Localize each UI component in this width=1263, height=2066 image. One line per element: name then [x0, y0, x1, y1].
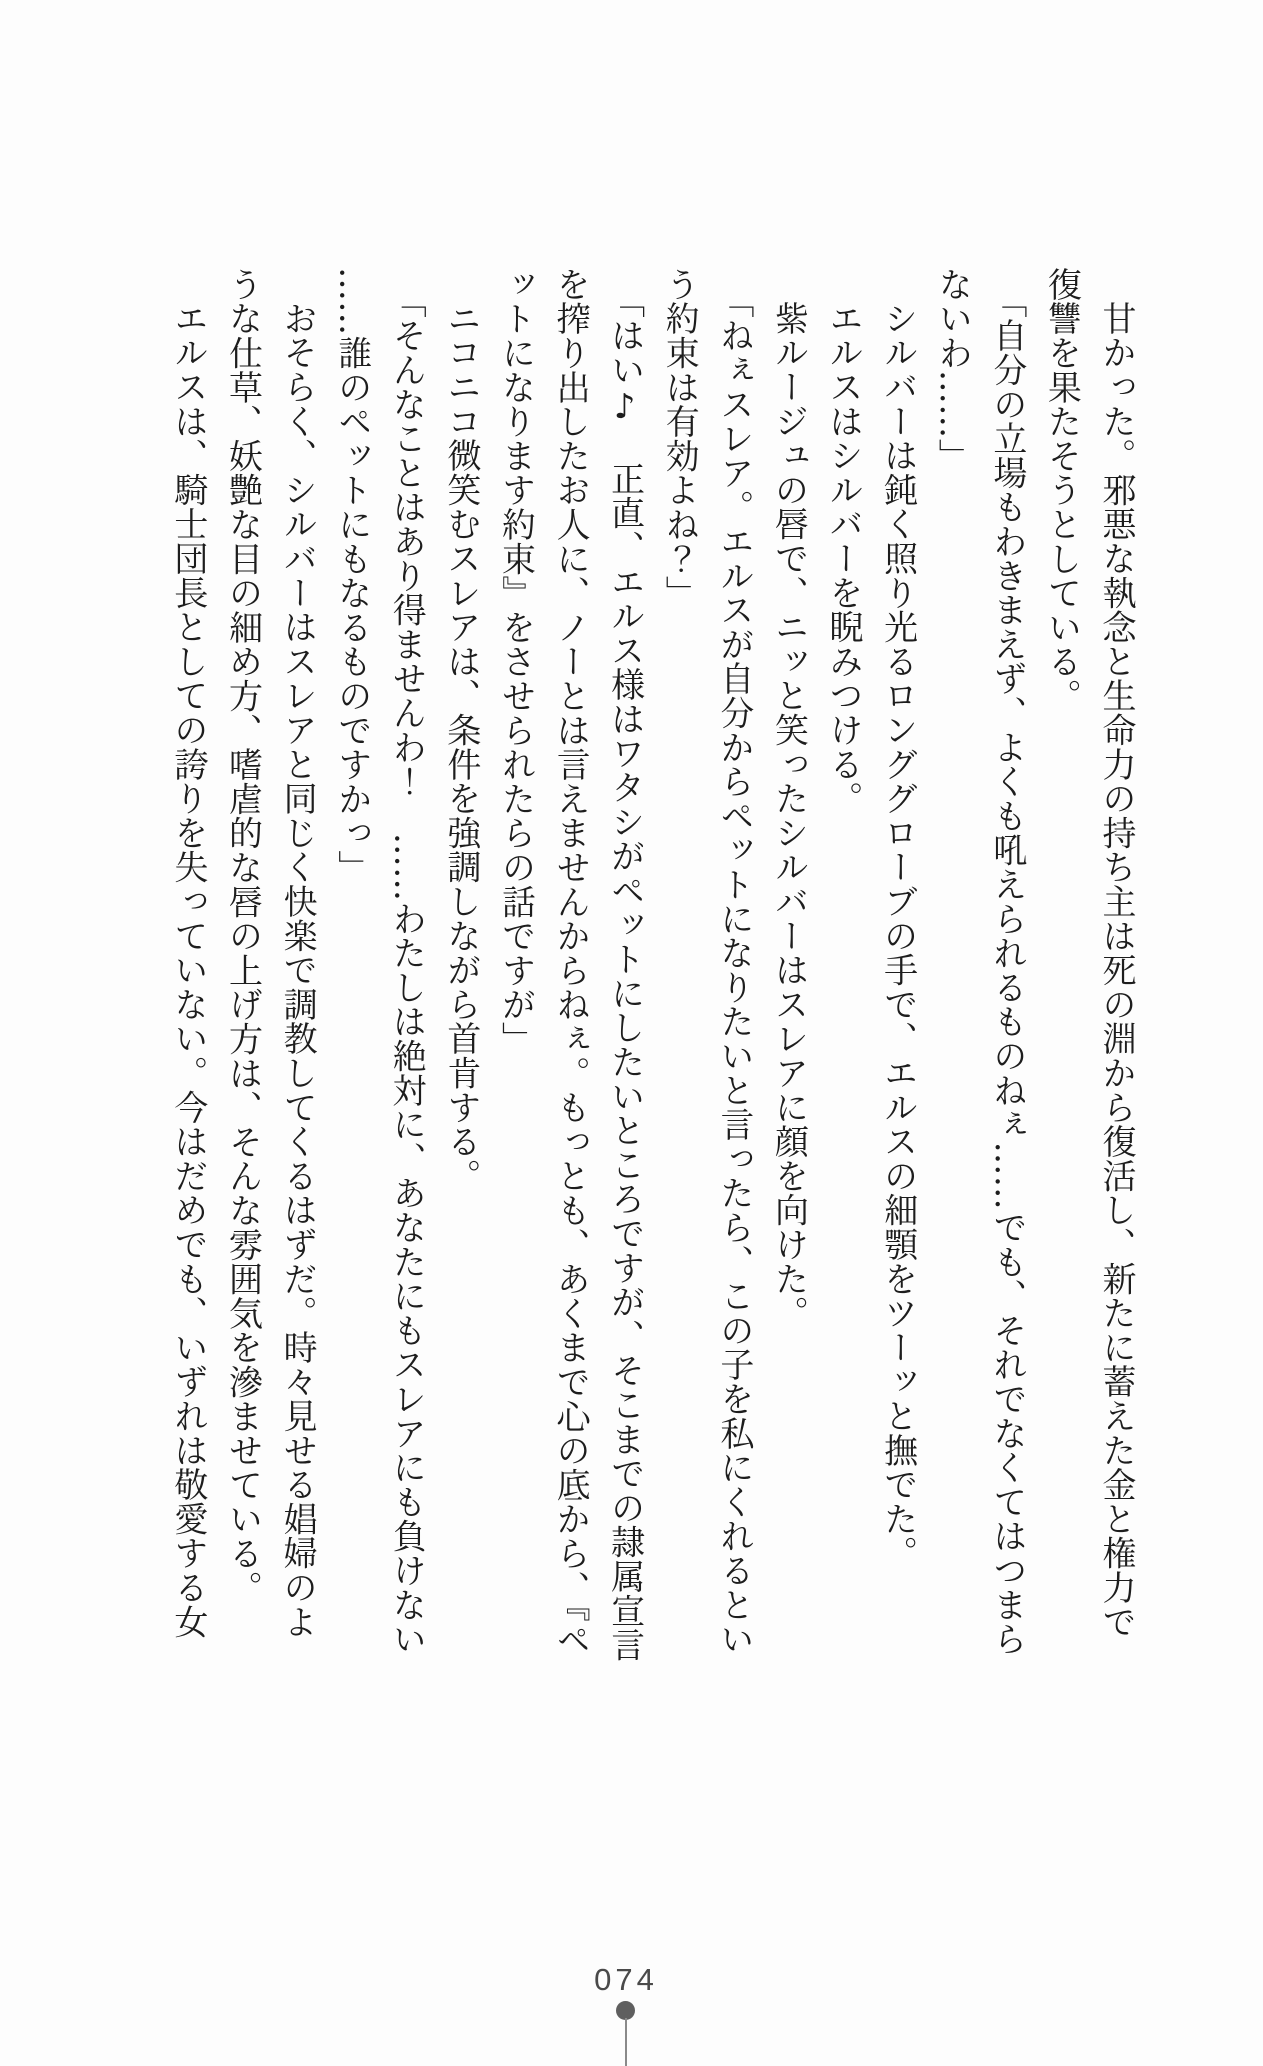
text-column-17: うな仕草、妖艶な目の細め方、嗜虐的な唇の上げ方は、そんな雰囲気を滲ませている。 — [222, 267, 263, 1605]
text-column-18: エルスは、騎士団長としての誇りを失っていない。今はだめでも、いずれは敬愛する女 — [167, 301, 208, 1639]
text-column-05: シルバーは鈍く照り光るロンググローブの手で、エルスの細顎をツーッと撫でた。 — [877, 301, 918, 1571]
page-number: 074 — [594, 1962, 658, 1997]
text-column-03: 「自分の立場もわきまえず、よくも吼えられるものねぇ……でも、それでなくてはつまら — [986, 284, 1027, 1656]
text-column-08: 「ねぇスレア。エルスが自分からペットになりたいと言ったら、この子を私にくれるとい — [713, 284, 754, 1656]
text-column-06: エルスはシルバーを睨みつける。 — [823, 301, 864, 816]
text-column-16: おそらく、シルバーはスレアと同じく快楽で調教してくるはずだ。時々見せる娼婦のよ — [277, 301, 318, 1639]
text-column-14: 「そんなことはあり得ませんわ！ ……わたしは絶対に、あなたにもスレアにも負けない — [386, 284, 427, 1656]
text-column-13: ニコニコ微笑むスレアは、条件を強調しながら首肯する。 — [440, 301, 481, 1193]
body-text — [160, 267, 1143, 1667]
text-column-02: 復讐を果たそうとしている。 — [1041, 267, 1082, 713]
text-column-12: ットになります約束』をさせられたらの話ですが」 — [495, 267, 536, 1056]
footer-rule-line — [625, 2018, 627, 2066]
text-column-09: う約束は有効よね？」 — [659, 267, 700, 610]
text-column-04: ないわ……」 — [932, 267, 973, 473]
text-column-01: 甘かった。邪悪な執念と生命力の持ち主は死の淵から復活し、新たに蓄えた金と権力で — [1096, 301, 1136, 1639]
text-column-07: 紫ルージュの唇で、ニッと笑ったシルバーはスレアに顔を向けた。 — [768, 301, 809, 1330]
text-column-11: を搾り出したお人に、ノーとは言えませんからねぇ。もっとも、あくまで心の底から、『ペ — [550, 267, 591, 1657]
text-column-15: ……誰のペットにもなるものですかっ」 — [331, 267, 372, 885]
text-column-10: 「はい♪ 正直、エルス様はワタシがペットにしたいところですが、そこまでの隷属宣言 — [604, 284, 645, 1662]
